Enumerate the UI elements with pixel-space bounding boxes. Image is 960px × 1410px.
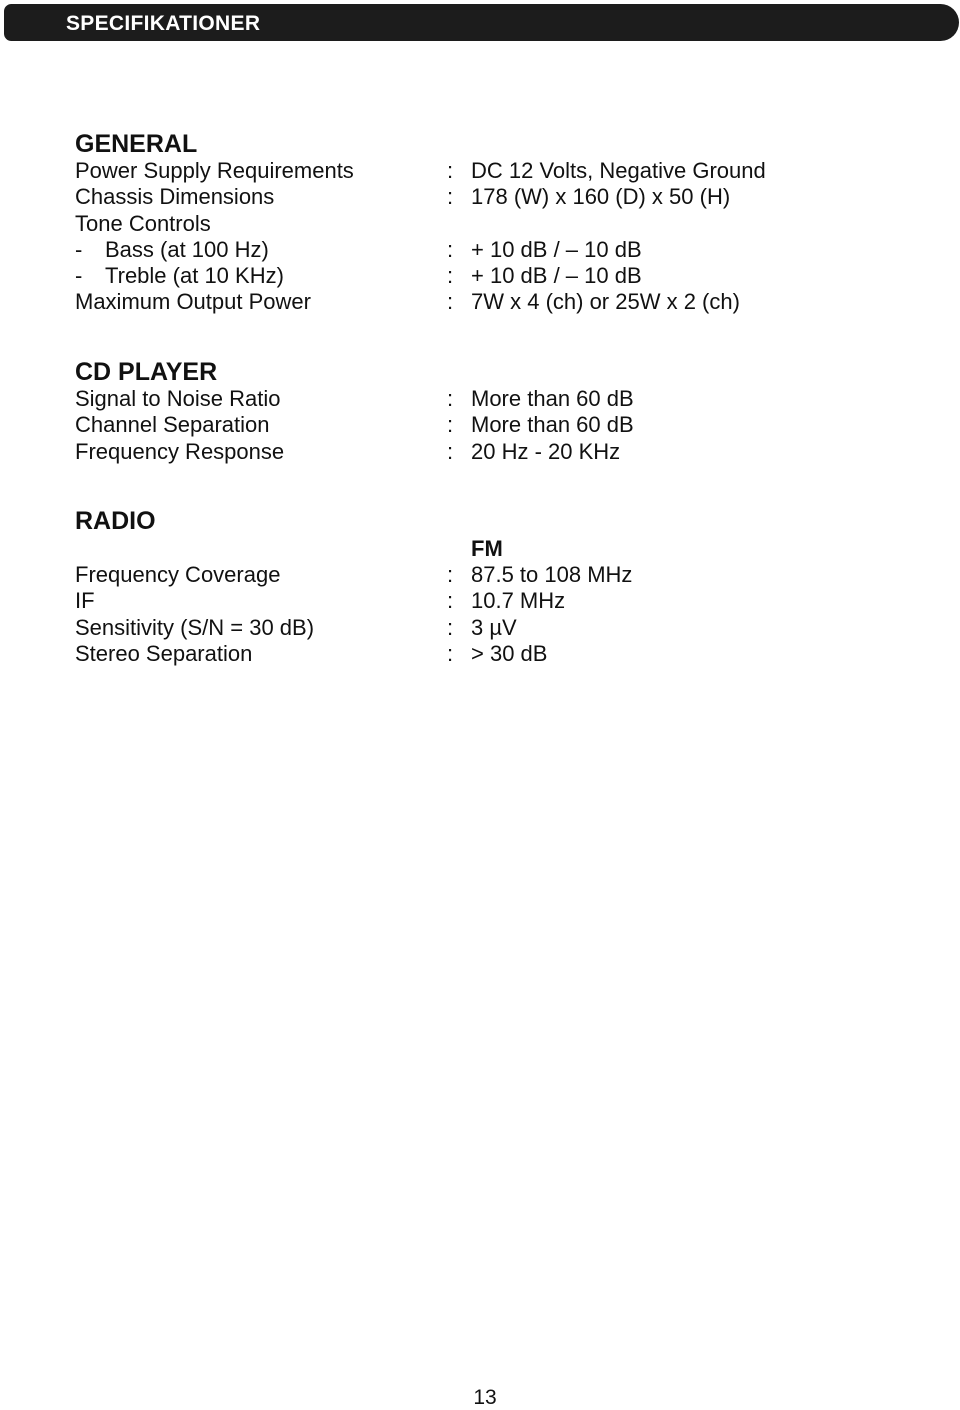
header-bar bbox=[4, 4, 959, 41]
spec-value: + 10 dB / – 10 dB bbox=[471, 236, 642, 262]
spec-colon: : bbox=[447, 640, 454, 666]
spec-colon: : bbox=[447, 236, 454, 262]
spec-row bbox=[75, 289, 895, 315]
spec-value: 7W x 4 (ch) or 25W x 2 (ch) bbox=[471, 289, 740, 315]
band-label: FM bbox=[471, 536, 503, 561]
spec-colon: : bbox=[447, 562, 454, 587]
spec-colon: : bbox=[447, 438, 454, 464]
spec-value: 20 Hz - 20 KHz bbox=[471, 438, 621, 464]
spec-colon: : bbox=[447, 614, 454, 640]
spec-label: IF bbox=[75, 588, 95, 614]
spec-label: Frequency Response bbox=[75, 438, 285, 464]
spec-colon: : bbox=[447, 263, 454, 289]
spec-value: More than 60 dB bbox=[471, 386, 634, 411]
page-number: 13 bbox=[473, 1386, 497, 1409]
spec-colon: : bbox=[447, 184, 454, 210]
band-heading bbox=[75, 535, 895, 562]
spec-colon: : bbox=[447, 588, 454, 614]
spec-colon: : bbox=[447, 158, 454, 183]
spec-value: More than 60 dB bbox=[471, 412, 634, 438]
spec-label: Signal to Noise Ratio bbox=[75, 386, 281, 411]
spec-row bbox=[75, 562, 895, 588]
spec-value: 3 µV bbox=[471, 614, 517, 640]
spec-label: Tone Controls bbox=[75, 210, 211, 236]
spec-row bbox=[75, 211, 895, 237]
spec-row bbox=[75, 158, 895, 184]
page-title: SPECIFIKATIONER bbox=[66, 12, 261, 35]
spec-label: Stereo Separation bbox=[75, 640, 253, 666]
spec-colon: : bbox=[447, 386, 454, 411]
spec-colon: : bbox=[447, 412, 454, 438]
section-radio bbox=[75, 507, 895, 667]
spec-label bbox=[75, 263, 284, 289]
list-dash: - bbox=[75, 236, 83, 262]
spec-row bbox=[75, 615, 895, 641]
list-dash: - bbox=[75, 263, 83, 289]
spec-value: 87.5 to 108 MHz bbox=[471, 562, 633, 587]
spec-label: Maximum Output Power bbox=[75, 289, 311, 315]
spec-label: Channel Separation bbox=[75, 412, 270, 438]
spec-row bbox=[75, 386, 895, 412]
spec-value: DC 12 Volts, Negative Ground bbox=[471, 158, 766, 183]
section-general bbox=[75, 130, 895, 316]
spec-label bbox=[75, 237, 269, 263]
spec-row bbox=[75, 237, 895, 263]
spec-row bbox=[75, 263, 895, 289]
spec-label: Sensitivity (S/N = 30 dB) bbox=[75, 614, 315, 640]
spec-label: Frequency Coverage bbox=[75, 562, 281, 587]
spec-row bbox=[75, 412, 895, 438]
spec-colon: : bbox=[447, 289, 454, 315]
section-title-general: GENERAL bbox=[75, 130, 198, 158]
spec-row bbox=[75, 641, 895, 667]
spec-label-text: Treble (at 10 KHz) bbox=[105, 263, 284, 289]
spec-row bbox=[75, 439, 895, 465]
section-title-cd-player: CD PLAYER bbox=[75, 358, 218, 386]
spec-label: Chassis Dimensions bbox=[75, 184, 275, 210]
spec-value: > 30 dB bbox=[471, 640, 548, 666]
section-cd-player bbox=[75, 358, 895, 465]
spec-row bbox=[75, 184, 895, 210]
spec-row bbox=[75, 588, 895, 614]
spec-value: 10.7 MHz bbox=[471, 588, 566, 614]
spec-label: Power Supply Requirements bbox=[75, 158, 354, 183]
spec-label-text: Bass (at 100 Hz) bbox=[105, 236, 269, 262]
section-title-radio: RADIO bbox=[75, 507, 156, 535]
spec-value: 178 (W) x 160 (D) x 50 (H) bbox=[471, 184, 731, 210]
spec-value: + 10 dB / – 10 dB bbox=[471, 263, 642, 289]
